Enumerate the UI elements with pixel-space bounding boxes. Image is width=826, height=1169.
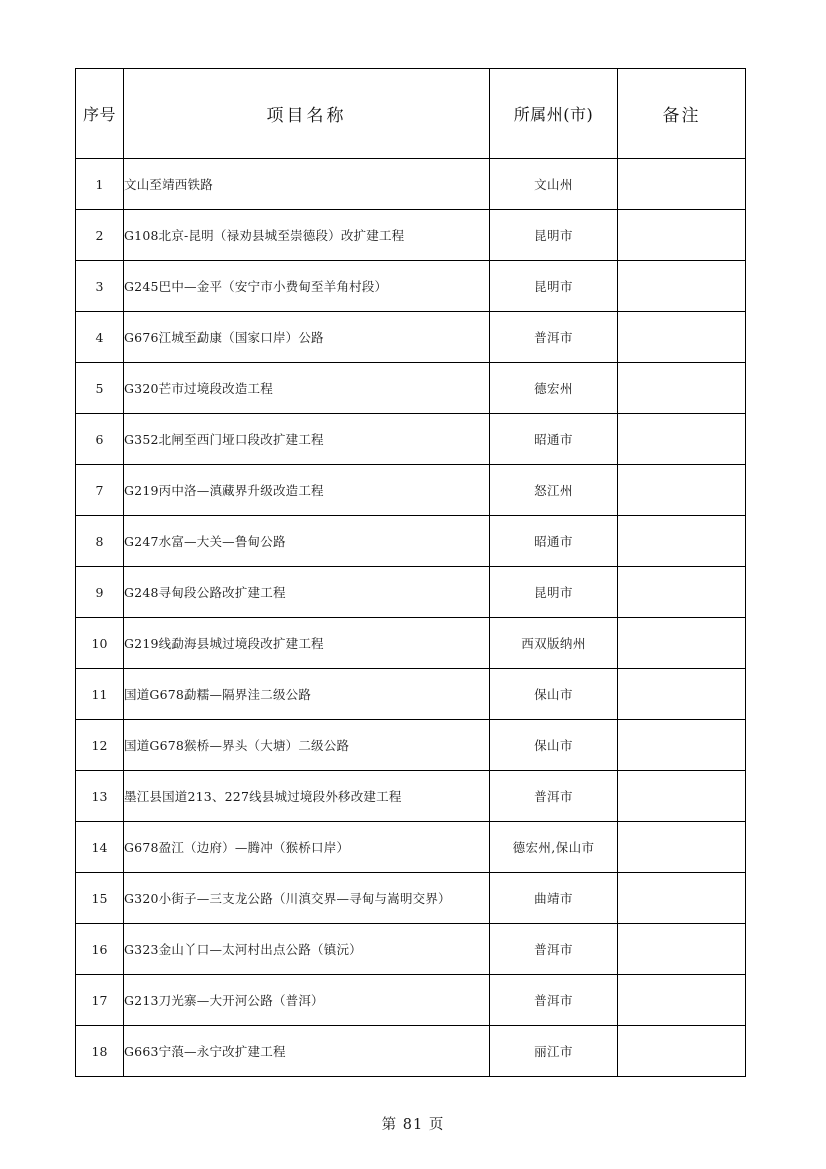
cell-index: 9: [76, 567, 124, 618]
table-row: [76, 669, 746, 720]
cell-index: 5: [76, 363, 124, 414]
table-row: [76, 618, 746, 669]
column-header-region: 所属州(市): [490, 69, 618, 159]
cell-region: 保山市: [490, 720, 618, 771]
cell-region: 昆明市: [490, 261, 618, 312]
table-header-row: [76, 69, 746, 159]
cell-note: [618, 822, 746, 873]
cell-region: 普洱市: [490, 771, 618, 822]
cell-index: 16: [76, 924, 124, 975]
cell-note: [618, 567, 746, 618]
project-list-table: [75, 68, 746, 1077]
cell-name: 墨江县国道213、227线县城过境段外移改建工程: [124, 771, 490, 822]
table-header: [76, 69, 746, 159]
cell-note: [618, 363, 746, 414]
cell-region: 普洱市: [490, 924, 618, 975]
table-row: [76, 414, 746, 465]
table-body: [76, 159, 746, 1077]
cell-index: 1: [76, 159, 124, 210]
project-table-container: [75, 68, 745, 1077]
cell-name: G108北京-昆明（禄劝县城至崇德段）改扩建工程: [124, 210, 490, 261]
cell-name: G219丙中洛—滇藏界升级改造工程: [124, 465, 490, 516]
cell-note: [618, 618, 746, 669]
cell-note: [618, 261, 746, 312]
cell-region: 普洱市: [490, 975, 618, 1026]
cell-index: 11: [76, 669, 124, 720]
cell-index: 6: [76, 414, 124, 465]
cell-region: 昆明市: [490, 210, 618, 261]
cell-note: [618, 720, 746, 771]
cell-index: 4: [76, 312, 124, 363]
cell-note: [618, 159, 746, 210]
table-row: [76, 771, 746, 822]
table-row: [76, 1026, 746, 1077]
cell-name: G352北闸至西门垭口段改扩建工程: [124, 414, 490, 465]
table-row: [76, 924, 746, 975]
table-row: [76, 465, 746, 516]
cell-name: G247水富—大关—鲁甸公路: [124, 516, 490, 567]
column-header-index: 序号: [76, 69, 124, 159]
cell-name: G320芒市过境段改造工程: [124, 363, 490, 414]
table-row: [76, 363, 746, 414]
cell-note: [618, 771, 746, 822]
cell-index: 15: [76, 873, 124, 924]
cell-name: 国道G678勐糯—隔界洼二级公路: [124, 669, 490, 720]
cell-name: G676江城至勐康（国家口岸）公路: [124, 312, 490, 363]
cell-index: 2: [76, 210, 124, 261]
cell-region: 德宏州: [490, 363, 618, 414]
cell-region: 昆明市: [490, 567, 618, 618]
table-row: [76, 261, 746, 312]
cell-note: [618, 465, 746, 516]
cell-index: 7: [76, 465, 124, 516]
table-row: [76, 516, 746, 567]
cell-index: 14: [76, 822, 124, 873]
cell-index: 18: [76, 1026, 124, 1077]
table-row: [76, 720, 746, 771]
cell-name: G663宁蒗—永宁改扩建工程: [124, 1026, 490, 1077]
cell-region: 昭通市: [490, 414, 618, 465]
cell-name: G248寻甸段公路改扩建工程: [124, 567, 490, 618]
cell-region: 昭通市: [490, 516, 618, 567]
cell-name: G320小街子—三支龙公路（川滇交界—寻甸与嵩明交界）: [124, 873, 490, 924]
cell-region: 文山州: [490, 159, 618, 210]
cell-index: 8: [76, 516, 124, 567]
cell-name: G323金山丫口—太河村出点公路（镇沅）: [124, 924, 490, 975]
cell-name: G678盈江（边府）—腾冲（猴桥口岸）: [124, 822, 490, 873]
cell-note: [618, 873, 746, 924]
cell-index: 17: [76, 975, 124, 1026]
cell-note: [618, 516, 746, 567]
table-row: [76, 159, 746, 210]
cell-name: 文山至靖西铁路: [124, 159, 490, 210]
cell-name: 国道G678猴桥—界头（大塘）二级公路: [124, 720, 490, 771]
table-row: [76, 975, 746, 1026]
cell-region: 怒江州: [490, 465, 618, 516]
cell-index: 13: [76, 771, 124, 822]
table-row: [76, 873, 746, 924]
cell-note: [618, 924, 746, 975]
cell-note: [618, 975, 746, 1026]
cell-region: 西双版纳州: [490, 618, 618, 669]
cell-index: 10: [76, 618, 124, 669]
cell-region: 丽江市: [490, 1026, 618, 1077]
cell-index: 3: [76, 261, 124, 312]
cell-note: [618, 414, 746, 465]
cell-name: G245巴中—金平（安宁市小费甸至羊角村段）: [124, 261, 490, 312]
table-row: [76, 312, 746, 363]
page-number-footer: 第 81 页: [381, 1117, 445, 1133]
table-row: [76, 210, 746, 261]
cell-region: 普洱市: [490, 312, 618, 363]
cell-region: 德宏州,保山市: [490, 822, 618, 873]
cell-note: [618, 669, 746, 720]
table-row: [76, 567, 746, 618]
table-row: [76, 822, 746, 873]
cell-index: 12: [76, 720, 124, 771]
cell-note: [618, 1026, 746, 1077]
cell-name: G219线勐海县城过境段改扩建工程: [124, 618, 490, 669]
cell-region: 保山市: [490, 669, 618, 720]
cell-region: 曲靖市: [490, 873, 618, 924]
cell-note: [618, 312, 746, 363]
column-header-name: 项目名称: [124, 69, 490, 159]
cell-name: G213刀光寨—大开河公路（普洱）: [124, 975, 490, 1026]
column-header-note: 备注: [618, 69, 746, 159]
cell-note: [618, 210, 746, 261]
